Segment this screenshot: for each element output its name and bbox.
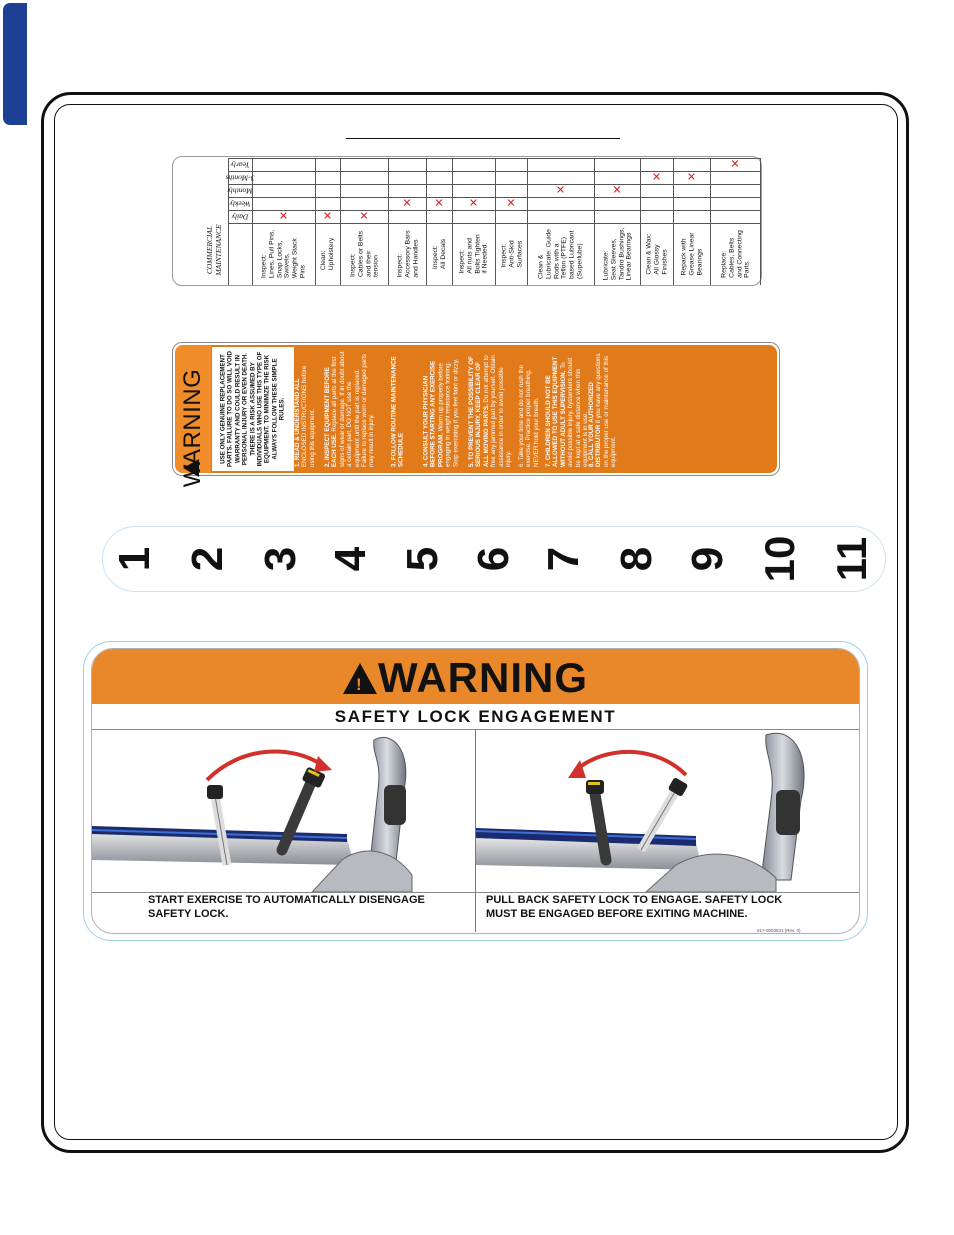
schedule-x-mark-icon: ✕ [434, 197, 444, 209]
notice-band [3, 3, 27, 125]
warning-rule-body: Do not attempt to free any jammed part by yourself. Obtain assistance in order to avoid possible injury. [482, 355, 512, 467]
station-number: 11 [828, 536, 875, 582]
station-number: 2 [183, 546, 232, 572]
schedule-x-mark-icon: ✕ [322, 210, 333, 222]
station-number: 8 [612, 546, 661, 572]
schedule-x-mark-icon: ✕ [612, 184, 622, 196]
schedule-x-mark-icon: ✕ [730, 158, 740, 170]
frequency-label: 3-Months [225, 173, 255, 182]
maintenance-task-label: Repack with Grease Linear Bearings [680, 232, 703, 276]
station-number: 7 [539, 546, 588, 572]
maintenance-task-label: Inspect: Lines, Pull Pins, Snap Locks, Swivels, Weight Stack Pins [260, 229, 307, 279]
maintenance-task-label: Inspect: All Decals [431, 238, 447, 270]
warning-rule [422, 351, 459, 467]
disengage-caption: START EXERCISE TO AUTOMATICALLY DISENGAGE SAFETY LOCK. [148, 894, 425, 920]
maintenance-task [316, 223, 340, 285]
notice-grid-row-line [228, 184, 760, 185]
warning-rule [468, 351, 512, 467]
maintenance-task [427, 223, 452, 285]
warning-rule-body: Replace all parts at the first signs of wear or damage. If in doubt about a certain part, DO NOT use the equipment until the part is replaced. Failure to replace worn or damaged parts may result in injury. [331, 351, 376, 467]
warning-rule-heading: 2. INSPECT EQUIPMENT BEFORE EACH USE. [324, 367, 339, 467]
maintenance-task-label: Clean & Lubricate: Guide Rods with a Teflon (PTFE) based Lubricant (Superlube) [537, 229, 584, 279]
maintenance-task [453, 223, 495, 285]
schedule-x-mark-icon: ✕ [651, 171, 662, 183]
engage-illustration [476, 730, 859, 892]
warning-rule-heading: 3. FOLLOW ROUTINE MAINTENANCE SCHEDULE [390, 356, 405, 467]
maintenance-task-label: Inspect: Anti-Skid Surfaces [499, 240, 523, 268]
warning-rule-heading: 4. CONSULT YOUR PHYSICIAN BEFORE STARTING ANY EXERCISE PROGRAM. [422, 360, 445, 467]
maintenance-task [674, 223, 710, 285]
warning-rule-body: Warm up properly before engaging in weight resistance training. Stop exercising if you feel faint or dizzy. [437, 358, 460, 467]
warning-rule [324, 351, 376, 467]
part-number: 517-0003531 (Rev. 0) [757, 928, 801, 933]
maintenance-task [711, 223, 760, 285]
safety-lock-subtitle: SAFETY LOCK ENGAGEMENT [92, 704, 859, 730]
schedule-x-mark-icon: ✕ [468, 197, 479, 209]
disengage-illustration [92, 730, 475, 892]
station-number: 6 [469, 546, 518, 572]
maintenance-task-label: Inspect: Cables or Belts and their tension [348, 230, 380, 278]
frequency-label: Daily [231, 212, 249, 221]
schedule-x-mark-icon: ✕ [402, 197, 412, 209]
warning-rule [391, 351, 406, 467]
station-number: 10 [756, 535, 803, 583]
maintenance-heading [205, 224, 223, 275]
maintenance-task-label: Clean & Wax: All Glossy Finishes [645, 233, 668, 275]
warning-rule [545, 351, 589, 467]
station-number: 3 [256, 546, 305, 572]
maintenance-heading-line-1: COMMERCIAL [205, 225, 214, 275]
maintenance-task [595, 223, 640, 285]
panel-divider [475, 730, 476, 932]
schedule-x-mark-icon: ✕ [359, 210, 369, 222]
warning-rule-body: ENCLOSED INSTRUCTIONS before using this equipment. [301, 365, 316, 467]
maintenance-task [253, 223, 315, 285]
warning-rule [294, 351, 316, 467]
title-underline [346, 138, 620, 139]
exclamation-icon: ! [356, 675, 362, 694]
warning-intro-text: USE ONLY GENUINE REPLACEMENT PARTS. FAILURE TO DO SO WILL VOID WARRANTY AND COULD RESULT IN PERSONAL INJURY OR EVEN DEATH. THERE IS A RISK ASSUMED BY INDIVIDUALS WHO USE THIS TYPE OF EQUIPMENT. TO MINIMIZE THE RISK ALWAYS FOLLOW THESE SIMPLE RULES. [219, 351, 286, 467]
notice-grid-column-line [760, 158, 761, 285]
warning-rule-heading: 8. CALL YOUR AUTHORIZED DISTRIBUTOR [588, 382, 603, 467]
schedule-x-mark-icon: ✕ [278, 210, 289, 222]
maintenance-task-label: Inspect: Accessory Bars and Handles [395, 230, 419, 278]
schedule-x-mark-icon: ✕ [555, 184, 566, 196]
notice-title: NOTICE [174, 178, 197, 258]
schedule-x-mark-icon: ✕ [506, 197, 516, 209]
frequency-label: Monthly [227, 186, 253, 195]
maintenance-task [389, 223, 426, 285]
notice-grid-row-line [228, 197, 760, 198]
station-number: 9 [683, 546, 732, 572]
warning-rule-heading: 5. TO PREVENT THE POSSIBILITY OF SERIOUS INJURY, KEEP CLEAR OF ALL MOVING PARTS. [467, 356, 490, 467]
maintenance-task [341, 223, 388, 285]
schedule-x-mark-icon: ✕ [686, 171, 697, 183]
maintenance-heading-line-2: MAINTENANCE [214, 224, 223, 276]
engage-caption: PULL BACK SAFETY LOCK TO ENGAGE. SAFETY LOCK MUST BE ENGAGED BEFORE EXITING MACHINE. [486, 894, 783, 920]
maintenance-task [641, 223, 673, 285]
frequency-label: Weekly [229, 199, 251, 208]
station-number: 1 [110, 546, 159, 572]
maintenance-task-label: Lubricate: Seat Sleeves, Tandro Bushings, Linear Bearings [601, 227, 633, 281]
safety-lock-title: WARNING [378, 654, 588, 701]
warning-rule-heading: 7. CHILDREN SHOULD NOT BE ALLOWED TO USE THIS EQUIPMENT WITHOUT ADULT SUPERVISION. [544, 356, 567, 467]
notice-grid-row-line [228, 171, 760, 172]
notice-grid-row-line [228, 210, 760, 211]
maintenance-task-label: Replace: Cables, Belts and Connecting Parts. [719, 230, 751, 278]
warning-rule [518, 351, 540, 467]
maintenance-task [528, 223, 594, 285]
warning-rule-body: 6. Take your time and do not rush the exercise. Practice proper breathing, NEVER hold your breath. [517, 364, 540, 467]
warning-rule-body: if you have any questions on the proper use or maintenance of this equipment. [595, 353, 618, 467]
warning-rule [588, 351, 618, 467]
warning-rule-body: To avoid possible injury, bystanders should be kept at a safe distance when this equipment is in use. [559, 358, 589, 467]
station-number: 4 [326, 546, 375, 572]
frequency-label: Yearly [230, 160, 250, 169]
station-number: 5 [398, 546, 447, 572]
warning-decal-title: WARNING [179, 368, 206, 488]
notice-grid-row-line [228, 158, 760, 159]
maintenance-task [496, 223, 527, 285]
warning-rule-heading: 1. READ & UNDERSTAND ALL [293, 378, 301, 467]
maintenance-task-label: Inspect: All nuts and Bolts Tighten if Needed. [458, 234, 489, 274]
maintenance-task-label: Clean: Upholstery [320, 237, 335, 271]
